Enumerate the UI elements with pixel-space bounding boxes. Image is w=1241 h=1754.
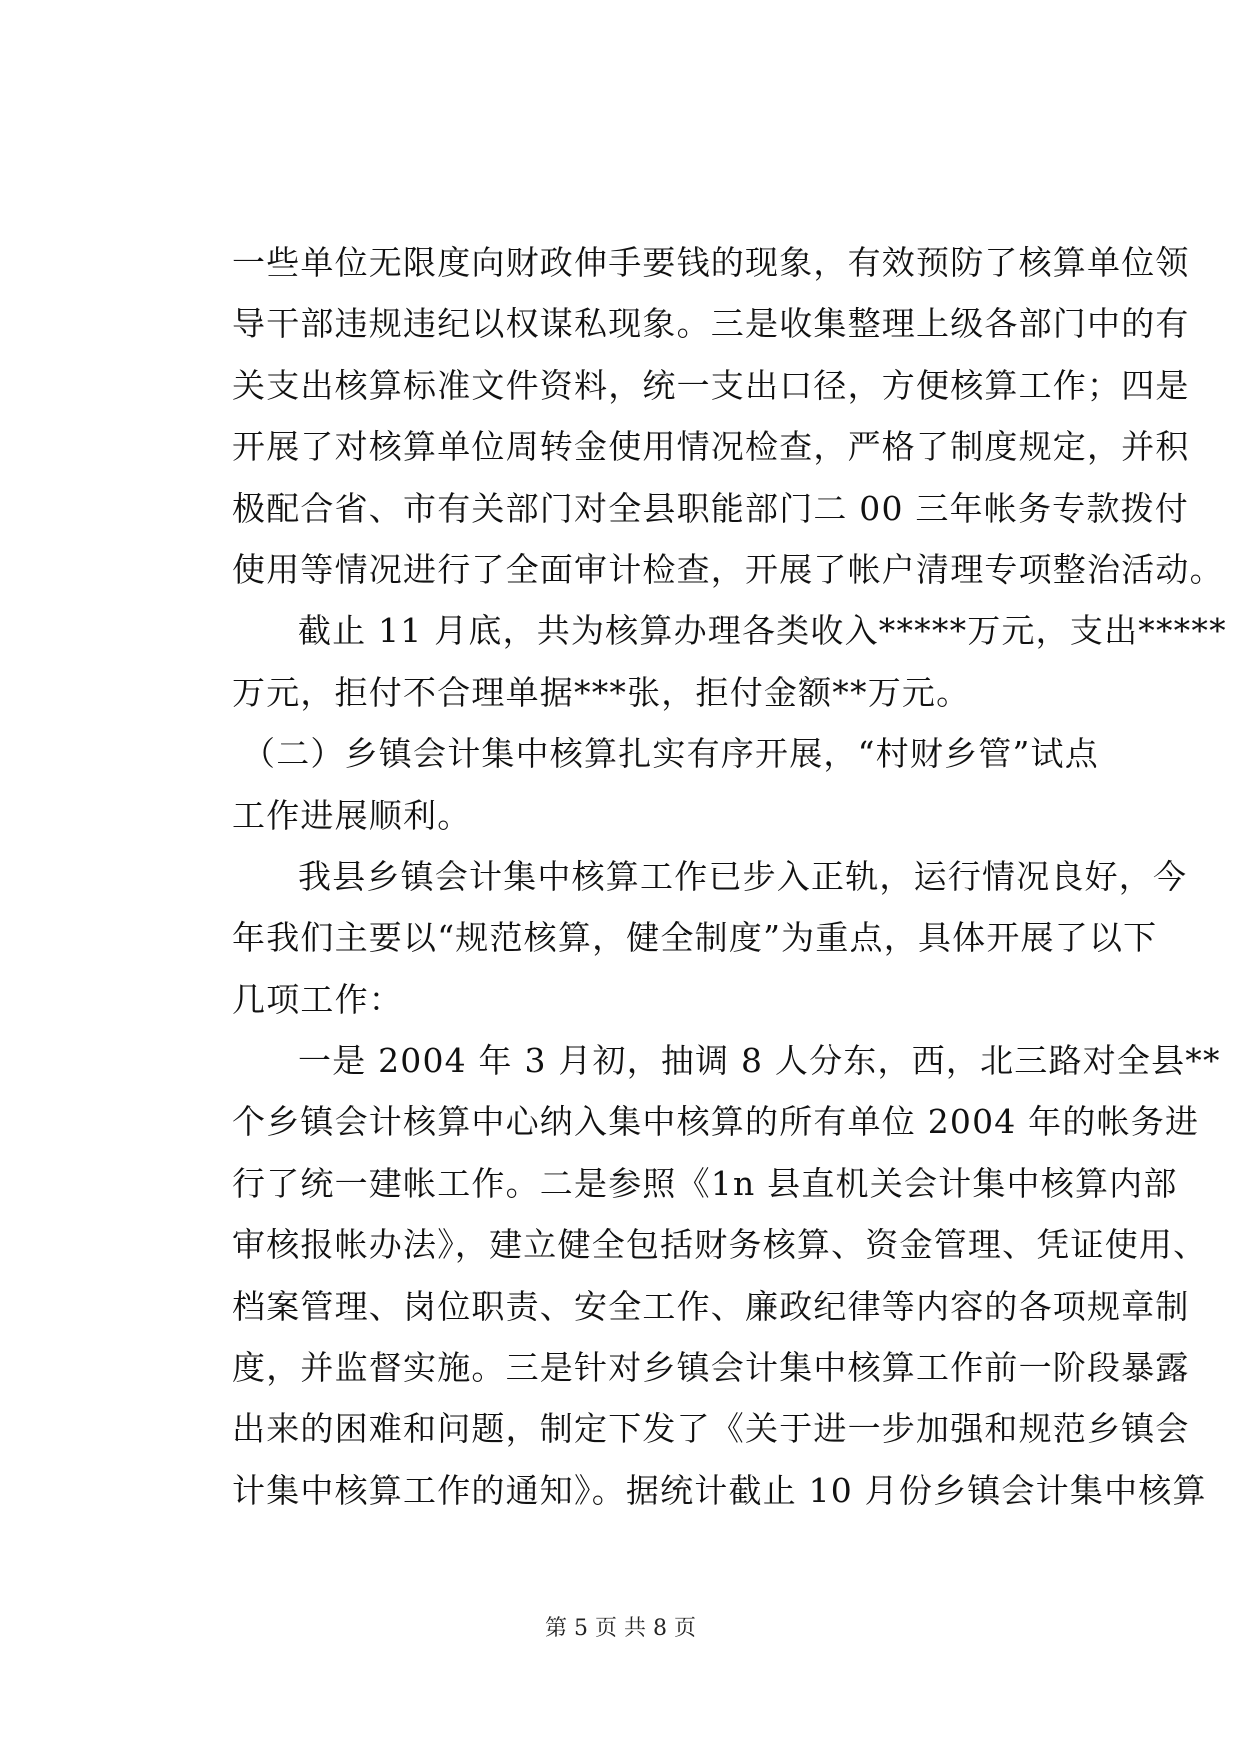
- text-line: 档案管理、岗位职责、安全工作、廉政纪律等内容的各项规章制: [232, 1286, 1190, 1326]
- text-line: 截止 11 月底，共为核算办理各类收入*****万元，支出*****: [298, 611, 1227, 651]
- text-line: 导干部违规违纪以权谋私现象。三是收集整理上级各部门中的有: [232, 304, 1190, 344]
- page-footer: 第 5 页 共 8 页: [545, 1616, 696, 1641]
- text-line: 使用等情况进行了全面审计检查，开展了帐户清理专项整治活动。: [232, 549, 1224, 589]
- document-body: [232, 232, 1227, 1521]
- text-line: 一是 2004 年 3 月初，抽调 8 人分东，西，北三路对全县**: [298, 1041, 1221, 1081]
- text-line: 出来的困难和问题，制定下发了《关于进一步加强和规范乡镇会: [232, 1409, 1190, 1449]
- text-line: 计集中核算工作的通知》。据统计截止 10 月份乡镇会计集中核算: [232, 1470, 1207, 1510]
- text-line: 我县乡镇会计集中核算工作已步入正轨，运行情况良好，今: [298, 856, 1188, 896]
- text-line: 度，并监督实施。三是针对乡镇会计集中核算工作前一阶段暴露: [232, 1348, 1190, 1388]
- text-line: 个乡镇会计核算中心纳入集中核算的所有单位 2004 年的帐务进: [232, 1102, 1200, 1142]
- text-line: 万元，拒付不合理单据***张，拒付金额**万元。: [232, 672, 971, 712]
- text-line: 行了统一建帐工作。二是参照《1n 县直机关会计集中核算内部: [232, 1163, 1178, 1203]
- text-line: 一些单位无限度向财政伸手要钱的现象，有效预防了核算单位领: [232, 243, 1190, 282]
- text-line: 关支出核算标准文件资料，统一支出口径，方便核算工作；四是: [232, 365, 1190, 405]
- section-heading-cont: 工作进展顺利。: [232, 795, 472, 835]
- text-line: 年我们主要以“规范核算，健全制度”为重点，具体开展了以下: [232, 918, 1158, 958]
- section-heading: （二）乡镇会计集中核算扎实有序开展，“村财乡管”试点: [242, 734, 1099, 774]
- text-line: 几项工作：: [232, 979, 403, 1019]
- text-line: 极配合省、市有关部门对全县职能部门二 00 三年帐务专款拨付: [232, 488, 1189, 528]
- text-line: 审核报帐办法》，建立健全包括财务核算、资金管理、凭证使用、: [232, 1225, 1208, 1265]
- text-line: 开展了对核算单位周转金使用情况检查，严格了制度规定，并积: [232, 427, 1190, 467]
